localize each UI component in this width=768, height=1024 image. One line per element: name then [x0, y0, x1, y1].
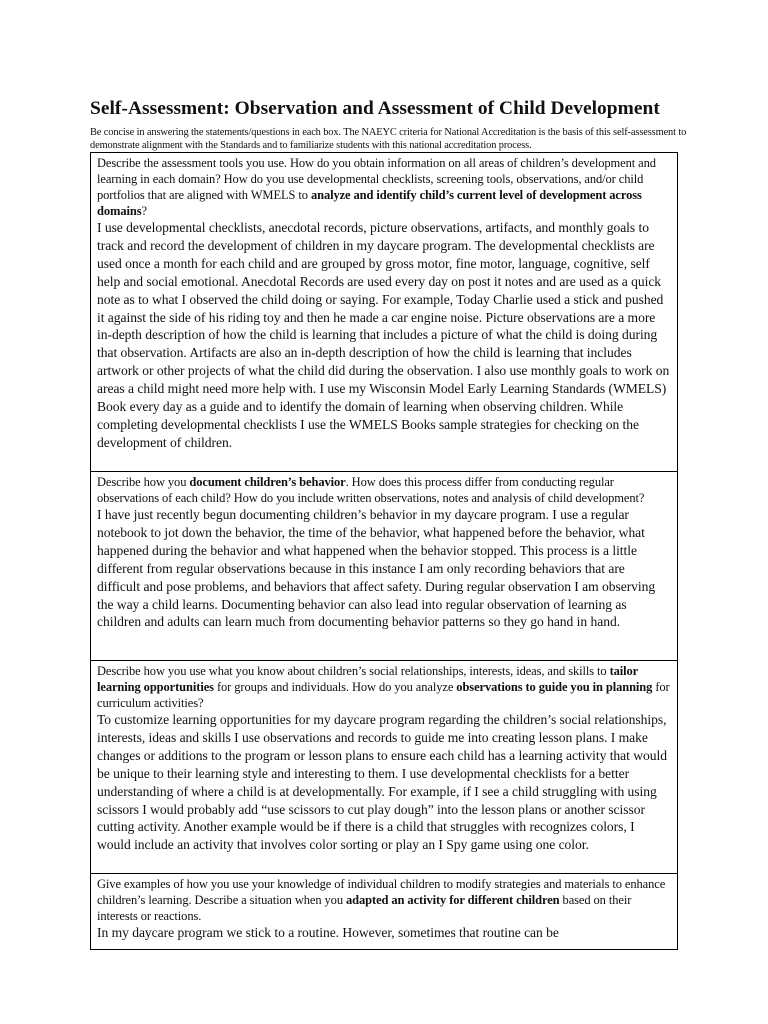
question-box-tailor-learning — [90, 660, 678, 874]
answer-text: To customize learning opportunities for my daycare program regarding the children’s social relationships, interests, ideas and skills I use observations and records to guide me into creating lesson plans. I make changes or additions to the program or lesson plans to ensure each child has a learning activity that would be unique to their learning style and interesting to them. I use developmental checklists for a better understanding of where a child is at developmentally. For example, if I see a child struggling with using scissors I would probably add “use scissors to cut play dough” into the lesson plans or another scissor cutting activity. Another example would be if there is a child that struggles with recognizes colors, I would include an activity that involves color sorting or play an I Spy game using one color. — [97, 712, 667, 853]
question-box-adapted-activity — [90, 873, 678, 950]
question-box-document-behavior — [90, 471, 678, 661]
answer-text: In my daycare program we stick to a routine. However, sometimes that routine can be — [97, 925, 559, 940]
question-box-assessment-tools — [90, 152, 678, 472]
instructions-text: Be concise in answering the statements/questions in each box. The NAEYC criteria for National Accreditation is the basis of this self-assessment to demonstrate alignment with the Standards and to familiarize students with this national accreditation process. — [90, 127, 687, 151]
question-text: Describe the assessment tools you use. How do you obtain information on all areas of children’s development and learning in each domain? How do you use developmental checklists, screening tools, observations, and/or child portfolios that are aligned with WMELS to analyze and identify child’s current level of development across domains? — [97, 156, 656, 218]
question-text: Describe how you use what you know about children’s social relationships, interests, ideas, and skills to tailor learning opportunities for groups and individuals. How do you analyze observations to guide you in planning for curriculum activities? — [97, 664, 670, 710]
answer-text: I use developmental checklists, anecdotal records, picture observations, artifacts, and monthly goals to track and record the development of children in my daycare program. The developmental checklists are used once a month for each child and are grouped by gross motor, fine motor, language, cognitive, self help and social emotional. Anecdotal Records are used every day on post it notes and are used as a quick note as to what I observed the child doing or saying. For example, Today Charlie used a stick and pushed it against the side of his riding toy and then he made a car engine noise. Picture observations are a more in-depth description of how the child is learning that includes a picture of what the child is doing during that observation. Artifacts are also an in-depth description of how the child is learning that includes artwork or other projects of what the child did during the observation. I also use monthly goals to work on areas a child might need more help with. I use my Wisconsin Model Early Learning Standards (WMELS) Book every day as a guide and to identify the domain of learning when observing children. While completing developmental checklists I use the WMELS Books sample strategies for checking on the development of children. — [97, 220, 670, 450]
question-text: Describe how you document children’s behavior. How does this process differ from conducting regular observations of each child? How do you include written observations, notes and analysis of child development? — [97, 475, 645, 505]
question-text: Give examples of how you use your knowledge of individual children to modify strategies and materials to enhance children’s learning. Describe a situation when you adapted an activity for different children based on their interests or reactions. — [97, 877, 666, 923]
page-title: Self-Assessment: Observation and Assessment of Child Development — [90, 98, 660, 119]
answer-text: I have just recently begun documenting children’s behavior in my daycare program. I use a regular notebook to jot down the behavior, the time of the behavior, what happened before the behavior, what happened during the behavior and what happened when the behavior stopped. This process is a little different from regular observations because in this instance I am only recording behaviors that are difficult and pose problems, and behaviors that affect safety. During regular observation I am observing the way a child learns. Documenting behavior can also lead into regular observation of learning as children and adults can learn much from documenting behavior patterns so they go hand in hand. — [97, 507, 656, 630]
